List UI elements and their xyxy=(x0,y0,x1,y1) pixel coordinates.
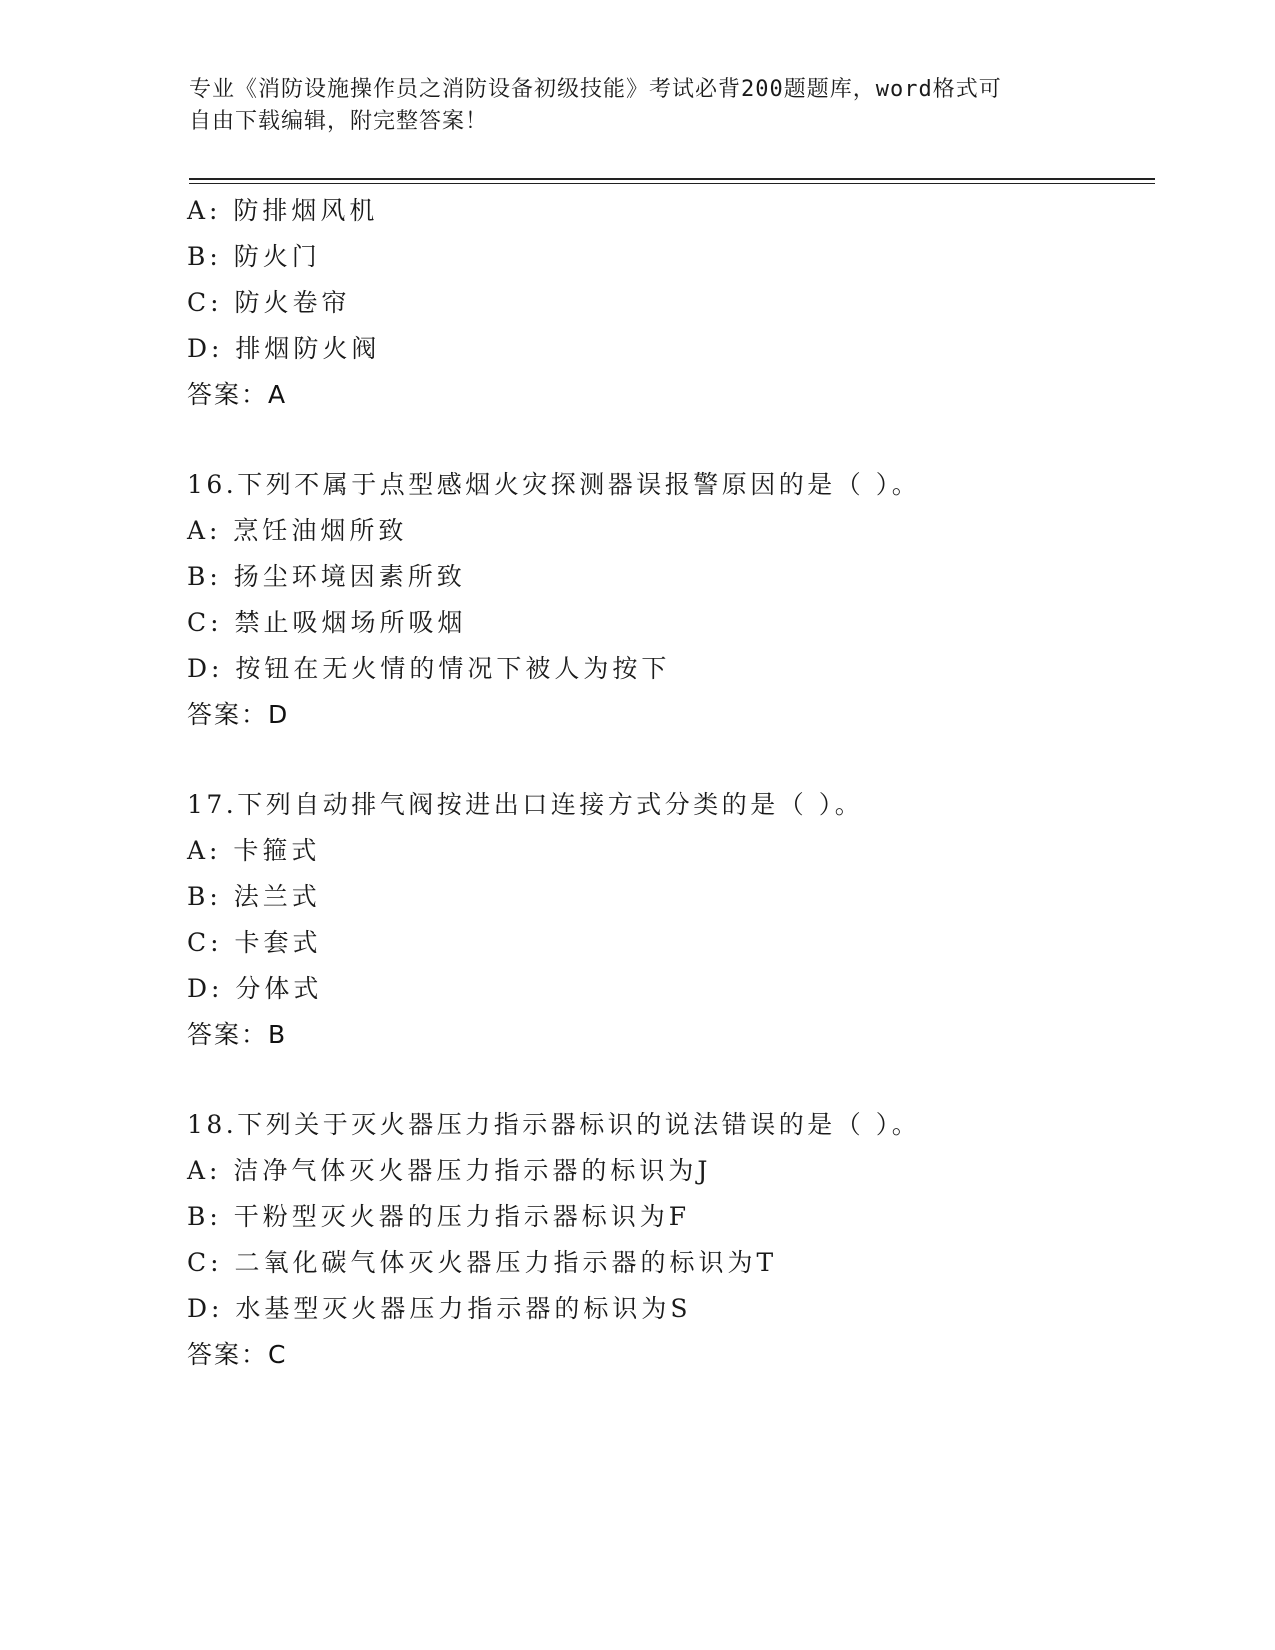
option-a: A: 洁净气体灭火器压力指示器的标识为J xyxy=(187,1156,712,1185)
spacer xyxy=(187,418,1147,462)
header-divider-thin xyxy=(189,183,1155,184)
spacer xyxy=(187,1058,1147,1102)
option-b: B: 扬尘环境因素所致 xyxy=(187,562,466,591)
answer-line: 答案：A xyxy=(187,380,288,409)
carryover-question xyxy=(187,188,1147,418)
spacer xyxy=(187,738,1147,782)
question-16 xyxy=(187,462,1147,738)
document-header-title: 专业《消防设施操作员之消防设备初级技能》考试必背200题题库，word格式可 自由下载编辑，附完整答案！ xyxy=(189,77,1002,134)
option-a: A: 卡箍式 xyxy=(187,836,321,865)
question-17 xyxy=(187,782,1147,1058)
option-a: A: 防排烟风机 xyxy=(187,196,379,225)
option-b: B: 法兰式 xyxy=(187,882,321,911)
option-c: C: 二氧化碳气体灭火器压力指示器的标识为T xyxy=(187,1248,778,1277)
question-stem: 17.下列自动排气阀按进出口连接方式分类的是（ ）。 xyxy=(187,790,864,819)
answer-line: 答案：D xyxy=(187,700,290,729)
option-b: B: 干粉型灭火器的压力指示器标识为F xyxy=(187,1202,691,1231)
option-c: C: 卡套式 xyxy=(187,928,322,957)
question-stem: 16.下列不属于点型感烟火灾探测器误报警原因的是（ ）。 xyxy=(187,470,921,499)
option-c: C: 防火卷帘 xyxy=(187,288,351,317)
option-b: B: 防火门 xyxy=(187,242,321,271)
question-content xyxy=(187,188,1147,1378)
option-d: D: 分体式 xyxy=(187,974,323,1003)
option-d: D: 排烟防火阀 xyxy=(187,334,381,363)
header-divider xyxy=(189,178,1155,180)
option-d: D: 水基型灭火器压力指示器的标识为S xyxy=(187,1294,692,1323)
answer-line: 答案：C xyxy=(187,1340,288,1369)
option-a: A: 烹饪油烟所致 xyxy=(187,516,408,545)
question-stem: 18.下列关于灭火器压力指示器标识的说法错误的是（ ）。 xyxy=(187,1110,921,1139)
question-18 xyxy=(187,1102,1147,1378)
answer-line: 答案：B xyxy=(187,1020,288,1049)
option-d: D: 按钮在无火情的情况下被人为按下 xyxy=(187,654,671,683)
option-c: C: 禁止吸烟场所吸烟 xyxy=(187,608,467,637)
